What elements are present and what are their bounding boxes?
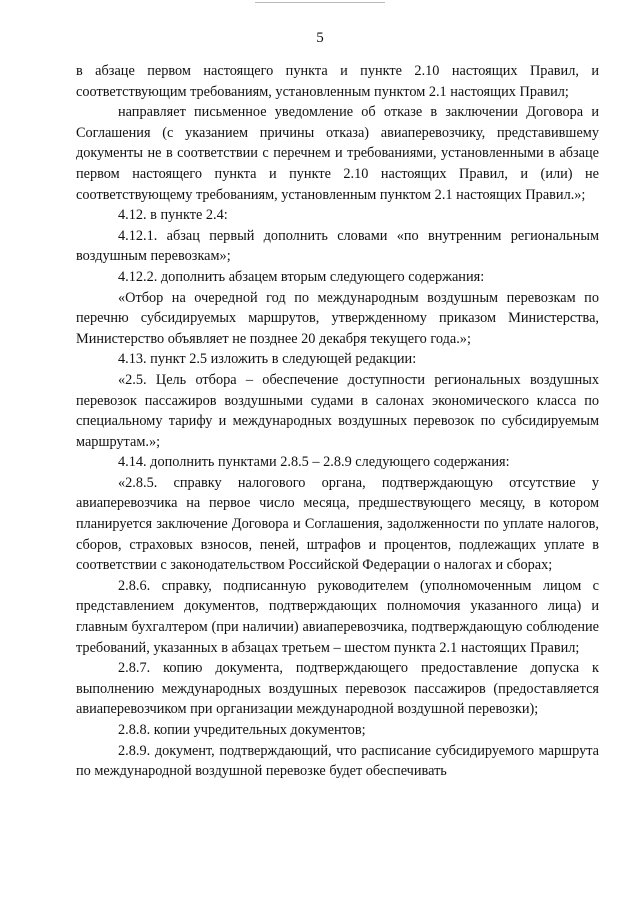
document-body	[76, 61, 599, 782]
paragraph-2-8-5: «2.8.5. справку налогового органа, подтверждающую отсутствие у авиаперевозчика на первое число месяца, предшествующего месяцу, в котором планируется заключение Договора и Соглашения, задолженности по уплате налогов, сборов, страховых взносов, пеней, штрафов и процентов, подлежащих уплате в соответствии с законодательством Российской Федерации о налогах и сборах;	[76, 474, 599, 574]
paragraph-selection-deadline: «Отбор на очередной год по международным воздушным перевозкам по перечню субсидируемых маршрутов, утвержденному приказом Министерства, Министерство объявляет не позднее 20 декабря текущего года.»;	[76, 289, 599, 347]
paragraph-2-8-8: 2.8.8. копии учредительных документов;	[118, 722, 366, 738]
paragraph-4-12-1: 4.12.1. абзац первый дополнить словами «по внутренним региональным воздушным перевозкам»;	[76, 227, 599, 265]
paragraph-continuation: в абзаце первом настоящего пункта и пункте 2.10 настоящих Правил, и соответствующим требованиям, установленным пунктом 2.1 настоящих Правил;	[76, 63, 599, 100]
paragraph-refusal-notice: направляет письменное уведомление об отказе в заключении Договора и Соглашения (с указанием причины отказа) авиаперевозчику, представившему документы не в соответствии с перечнем и требованиями, установленными в абзаце первом настоящего пункта и пункте 2.10 настоящих Правил, и (или) не соответствующему требованиям, установленным пунктом 2.1 настоящих Правил.»;	[76, 104, 599, 203]
paragraph-2-8-9: 2.8.9. документ, подтверждающий, что расписание субсидируемого маршрута по международной воздушной перевозке будет обеспечивать	[76, 742, 599, 780]
paragraph-4-12-2: 4.12.2. дополнить абзацем вторым следующего содержания:	[118, 268, 485, 285]
page-number: 5	[316, 30, 324, 46]
paragraph-2-8-7: 2.8.7. копию документа, подтверждающего предоставление допуска к выполнению международных воздушных перевозок пассажиров (предоставляется авиаперевозчиком при организации международной воздушной перевозки);	[76, 660, 599, 718]
paragraph-4-13: 4.13. пункт 2.5 изложить в следующей редакции:	[118, 351, 417, 368]
scan-top-mark	[255, 2, 385, 5]
paragraph-4-14: 4.14. дополнить пунктами 2.8.5 – 2.8.9 следующего содержания:	[118, 454, 510, 471]
paragraph-4-12: 4.12. в пункте 2.4:	[118, 207, 228, 224]
paragraph-2-8-6: 2.8.6. справку, подписанную руководителем (уполномоченным лицом с представлением документов, подтверждающих полномочия указанного лица) и главным бухгалтером (при наличии) авиаперевозчика, подтверждающую соблюдение требований, указанных в абзацах третьем – шестом пункта 2.1 настоящих Правил;	[76, 577, 599, 656]
paragraph-2-5: «2.5. Цель отбора – обеспечение доступности региональных воздушных перевозок пассажиров воздушными судами в салонах экономического класса по специальному тарифу и международных воздушных перевозок по субсидируемым маршрутам.»;	[76, 371, 599, 450]
